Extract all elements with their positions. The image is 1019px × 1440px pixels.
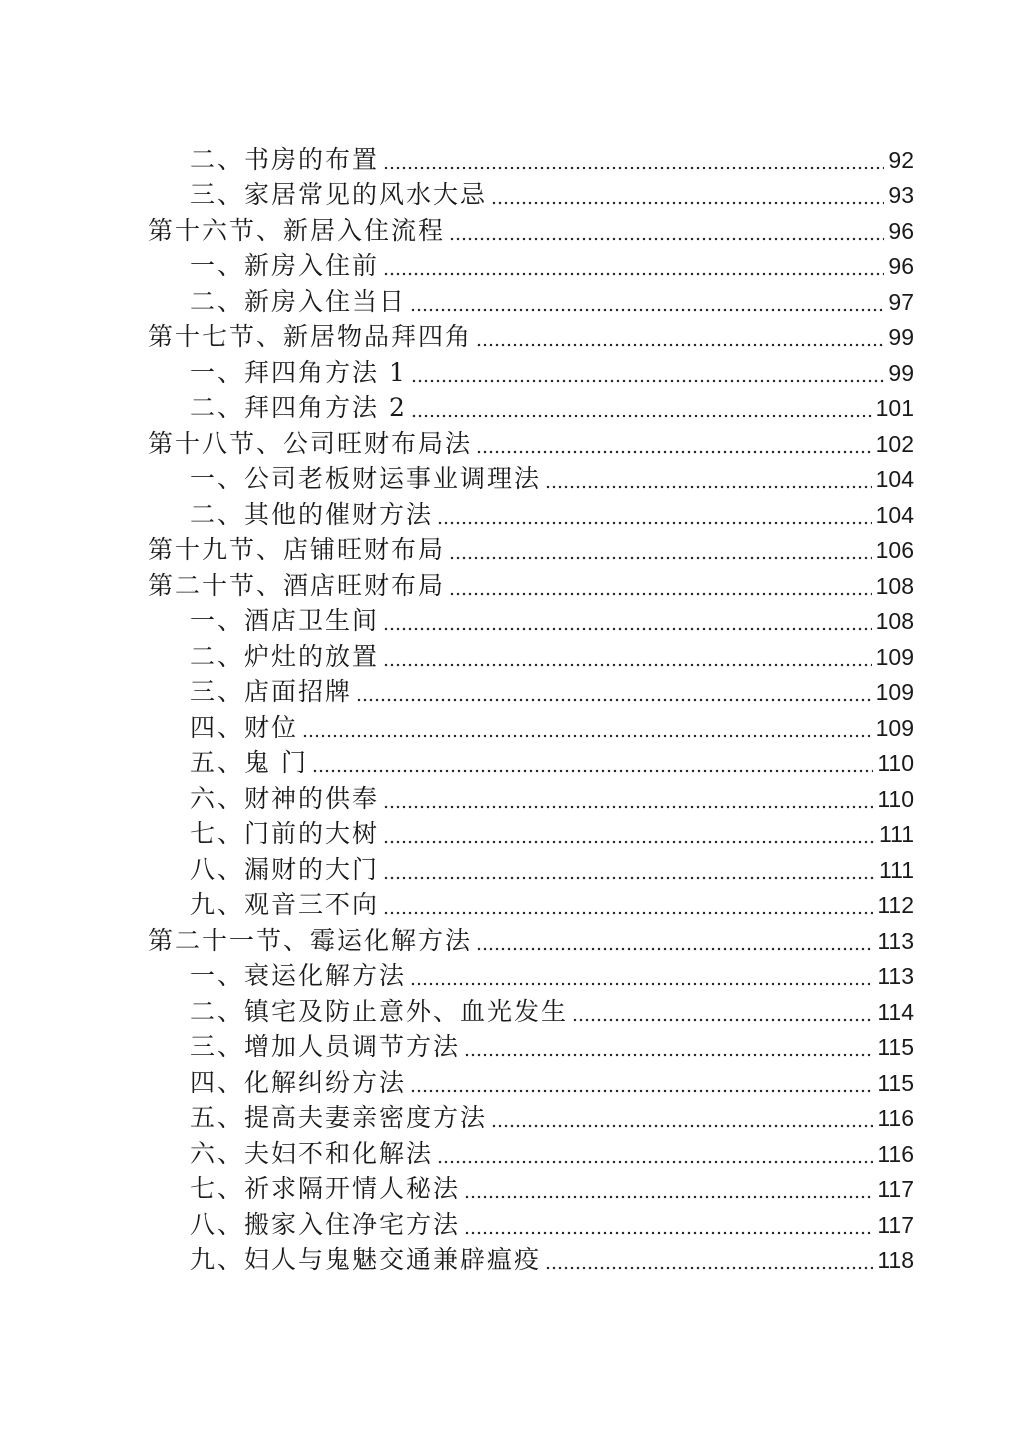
toc-entry-title: 九、妇人与鬼魅交通兼辟瘟疫: [190, 1245, 542, 1274]
toc-dot-leader: [410, 1089, 873, 1093]
toc-entry-title: 二、拜四角方法 2: [190, 393, 407, 422]
toc-entry-title: 第二十节、酒店旺财布局: [148, 570, 446, 600]
toc-entry-title: 三、家居常见的风水大忌: [190, 180, 488, 209]
toc-page-number: 109: [875, 643, 914, 670]
toc-subsection-entry[interactable]: [148, 886, 914, 922]
toc-page-number: 115: [877, 1069, 914, 1096]
toc-page-number: 104: [875, 501, 914, 528]
toc-entry-title: 第十六节、新居入住流程: [148, 215, 446, 245]
toc-subsection-entry[interactable]: [148, 850, 914, 886]
toc-entry-title: 第十九节、店铺旺财布局: [148, 535, 446, 564]
toc-page-number: 113: [877, 927, 914, 954]
toc-page-number: 101: [875, 395, 914, 421]
toc-subsection-entry[interactable]: [148, 140, 914, 176]
toc-page-number: 112: [877, 892, 914, 918]
toc-subsection-entry[interactable]: [148, 247, 914, 283]
toc-page-number: 93: [888, 182, 914, 208]
toc-page-number: 99: [888, 324, 914, 350]
toc-dot-leader: [383, 166, 884, 170]
toc-section-entry[interactable]: [148, 531, 914, 567]
toc-page-number: 109: [875, 679, 914, 705]
toc-page-number: 110: [877, 785, 914, 812]
toc-dot-leader: [491, 1124, 873, 1128]
toc-subsection-entry[interactable]: [148, 1205, 914, 1241]
toc-entry-title: 二、炉灶的放置: [190, 641, 380, 671]
toc-subsection-entry[interactable]: [148, 353, 914, 389]
toc-entry-title: 第二十一节、霉运化解方法: [148, 925, 473, 955]
toc-page-number: 115: [877, 1034, 914, 1060]
toc-page-number: 110: [877, 750, 914, 776]
toc-subsection-entry[interactable]: [148, 1134, 914, 1170]
toc-subsection-entry[interactable]: [148, 1241, 914, 1277]
toc-dot-leader: [476, 343, 884, 347]
toc-dot-leader: [356, 698, 872, 702]
toc-section-entry[interactable]: [148, 318, 914, 354]
toc-page-number: 116: [877, 1140, 914, 1167]
toc-dot-leader: [383, 805, 873, 809]
toc-dot-leader: [411, 414, 872, 418]
toc-dot-leader: [383, 911, 873, 915]
toc-entry-title: 五、鬼 门: [190, 748, 308, 777]
toc-dot-leader: [383, 663, 872, 667]
toc-dot-leader: [545, 485, 872, 489]
toc-page-number: 99: [888, 359, 914, 386]
toc-entry-title: 四、财位: [190, 712, 299, 742]
toc-dot-leader: [476, 947, 873, 951]
toc-subsection-entry[interactable]: [148, 1063, 914, 1099]
toc-subsection-entry[interactable]: [148, 495, 914, 531]
toc-entry-title: 四、化解纠纷方法: [190, 1067, 407, 1097]
toc-dot-leader: [383, 876, 875, 880]
toc-page-number: 114: [877, 998, 914, 1025]
toc-entry-title: 七、祈求隔开情人秘法: [190, 1174, 461, 1203]
toc-dot-leader: [437, 1160, 873, 1164]
toc-page-number: 96: [888, 253, 914, 279]
toc-subsection-entry[interactable]: [148, 460, 914, 496]
toc-page-number: 102: [875, 430, 914, 457]
toc-page-number: 92: [888, 146, 914, 173]
toc-subsection-entry[interactable]: [148, 637, 914, 673]
toc-entry-title: 第十七节、新居物品拜四角: [148, 322, 473, 351]
toc-subsection-entry[interactable]: [148, 176, 914, 212]
toc-entry-title: 一、拜四角方法 1: [190, 357, 407, 387]
toc-subsection-entry[interactable]: [148, 815, 914, 851]
table-of-contents: [148, 140, 914, 1276]
toc-subsection-entry[interactable]: [148, 1099, 914, 1135]
toc-dot-leader: [410, 982, 873, 986]
toc-subsection-entry[interactable]: [148, 992, 914, 1028]
toc-page-number: 117: [877, 1176, 914, 1202]
toc-entry-title: 三、店面招牌: [190, 677, 353, 706]
toc-subsection-entry[interactable]: [148, 389, 914, 425]
toc-section-entry[interactable]: [148, 424, 914, 460]
toc-dot-leader: [302, 734, 872, 738]
toc-dot-leader: [449, 556, 872, 560]
toc-subsection-entry[interactable]: [148, 779, 914, 815]
toc-entry-title: 八、漏财的大门: [190, 854, 380, 884]
toc-entry-title: 二、其他的催财方法: [190, 499, 434, 529]
toc-subsection-entry[interactable]: [148, 673, 914, 709]
toc-page-number: 109: [875, 714, 914, 741]
toc-subsection-entry[interactable]: [148, 744, 914, 780]
toc-dot-leader: [449, 592, 872, 596]
toc-section-entry[interactable]: [148, 566, 914, 602]
toc-dot-leader: [545, 1266, 873, 1270]
toc-subsection-entry[interactable]: [148, 708, 914, 744]
toc-dot-leader: [411, 379, 885, 383]
toc-entry-title: 六、夫妇不和化解法: [190, 1138, 434, 1168]
toc-entry-title: 第十八节、公司旺财布局法: [148, 428, 473, 458]
toc-entry-title: 七、门前的大树: [190, 819, 380, 848]
toc-page-number: 108: [875, 572, 914, 599]
toc-page-number: 96: [888, 217, 914, 244]
toc-dot-leader: [410, 308, 884, 312]
toc-subsection-entry[interactable]: [148, 282, 914, 318]
toc-dot-leader: [491, 201, 884, 205]
toc-section-entry[interactable]: [148, 211, 914, 247]
toc-page-number: 118: [877, 1247, 914, 1273]
toc-entry-title: 一、酒店卫生间: [190, 606, 380, 635]
toc-entry-title: 一、衰运化解方法: [190, 961, 407, 990]
toc-dot-leader: [383, 840, 875, 844]
toc-entry-title: 二、新房入住当日: [190, 286, 407, 316]
toc-page-number: 113: [877, 963, 914, 989]
toc-dot-leader: [464, 1053, 873, 1057]
toc-dot-leader: [383, 272, 884, 276]
toc-page-number: 117: [877, 1211, 914, 1238]
toc-dot-leader: [383, 627, 872, 631]
toc-entry-title: 二、镇宅及防止意外、血光发生: [190, 996, 569, 1026]
toc-dot-leader: [449, 237, 884, 241]
toc-entry-title: 二、书房的布置: [190, 144, 380, 174]
toc-dot-leader: [464, 1195, 873, 1199]
toc-dot-leader: [437, 521, 872, 525]
toc-entry-title: 八、搬家入住净宅方法: [190, 1209, 461, 1239]
toc-subsection-entry[interactable]: [148, 957, 914, 993]
toc-page-number: 108: [875, 608, 914, 634]
toc-subsection-entry[interactable]: [148, 1170, 914, 1206]
toc-entry-title: 九、观音三不向: [190, 890, 380, 919]
toc-page-number: 106: [875, 537, 914, 563]
toc-dot-leader: [312, 769, 873, 773]
toc-entry-title: 三、增加人员调节方法: [190, 1032, 461, 1061]
toc-dot-leader: [572, 1018, 873, 1022]
toc-page-number: 111: [879, 856, 914, 883]
toc-entry-title: 五、提高夫妻亲密度方法: [190, 1103, 488, 1132]
toc-section-entry[interactable]: [148, 921, 914, 957]
toc-dot-leader: [476, 450, 872, 454]
toc-subsection-entry[interactable]: [148, 1028, 914, 1064]
toc-page-number: 97: [888, 288, 914, 315]
toc-page-number: 116: [877, 1105, 914, 1131]
toc-entry-title: 一、公司老板财运事业调理法: [190, 464, 542, 493]
toc-entry-title: 一、新房入住前: [190, 251, 380, 280]
toc-subsection-entry[interactable]: [148, 602, 914, 638]
toc-dot-leader: [464, 1231, 873, 1235]
toc-page-number: 111: [879, 821, 914, 847]
toc-page-number: 104: [875, 466, 914, 492]
toc-entry-title: 六、财神的供奉: [190, 783, 380, 813]
